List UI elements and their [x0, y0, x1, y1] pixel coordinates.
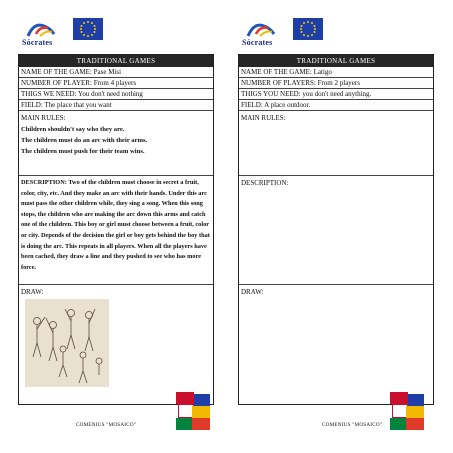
field-row: [239, 100, 433, 111]
game-card-right: [238, 12, 434, 428]
field-label: FIELD:: [241, 101, 263, 109]
things-label: THIGS WE NEED:: [21, 90, 77, 98]
eu-flag-icon: [73, 18, 103, 40]
draw-label: DRAW:: [241, 288, 264, 296]
draw-label: DRAW:: [21, 288, 44, 296]
flags-collage-icon: [176, 392, 212, 432]
things-row: [239, 89, 433, 100]
description-label: DESCRIPTION:: [241, 179, 289, 187]
children-sketch-image: [25, 299, 109, 387]
things-row: [19, 89, 213, 100]
socrates-logo-icon: [24, 20, 64, 40]
logo-header: [238, 12, 434, 54]
game-name-row: [239, 67, 433, 78]
players-row: [239, 78, 433, 89]
eu-flag-icon: [293, 18, 323, 40]
game-name-value: Pase Misi: [93, 68, 122, 76]
socrates-logo-text: Sócrates: [22, 38, 53, 47]
players-value: From 2 players: [317, 79, 360, 87]
rule-item: Children shouldn't say who they are.: [21, 125, 125, 133]
description-label: DESCRIPTION:: [21, 179, 67, 186]
socrates-logo-text: Sócrates: [242, 38, 273, 47]
players-label: NUMBER OF PLAYER:: [21, 79, 92, 87]
things-value: you don't need anything.: [302, 90, 372, 98]
players-value: From 4 players: [93, 79, 137, 87]
players-label: NUMBER OF PLAYERS:: [241, 79, 316, 87]
main-rules-title: MAIN RULES:: [21, 114, 66, 122]
comenius-footer: COMENIUS "MOSAICO": [322, 422, 383, 428]
game-sheet: [18, 54, 214, 405]
players-row: [19, 78, 213, 89]
main-rules-title: MAIN RULES:: [241, 114, 286, 122]
description-section: [19, 176, 213, 285]
game-card-left: [18, 12, 214, 428]
things-label: THIGS YOU NEED:: [241, 90, 301, 98]
game-name-row: [19, 67, 213, 78]
game-name-label: NAME OF THE GAME:: [21, 68, 92, 76]
main-rules-section: [239, 111, 433, 176]
draw-section: [239, 285, 433, 409]
logo-header: [18, 12, 214, 54]
field-value: A place outdoor.: [264, 101, 311, 109]
game-sheet: [238, 54, 434, 405]
sheet-header: TRADITIONAL GAMES: [19, 55, 213, 67]
game-name-value: Latigo: [313, 68, 332, 76]
field-label: FIELD:: [21, 101, 43, 109]
socrates-logo-icon: [244, 20, 284, 40]
rule-item: The children must push for their team wins.: [21, 147, 145, 155]
field-row: [19, 100, 213, 111]
draw-section: [19, 285, 213, 409]
main-rules-section: [19, 111, 213, 176]
comenius-footer: COMENIUS "MOSAICO": [76, 422, 137, 428]
flags-collage-icon: [390, 392, 426, 432]
rule-item: The children must do an arc with their arms.: [21, 136, 148, 144]
things-value: You don't need nothing: [77, 90, 143, 98]
sheet-header: TRADITIONAL GAMES: [239, 55, 433, 67]
field-value: The place that you want: [44, 101, 112, 109]
game-name-label: NAME OF THE GAME:: [241, 68, 312, 76]
description-section: [239, 176, 433, 285]
description-text: Two of the children must choose in secret a fruit, color, city, etc. And they make an arc with their hands. Under this arc must pass the other children while, they sing a song. When this song stops, the children who are making the arc down this arms and catch one of the children. This boy or girl must choose between a fruit, color or city. Depends of the decision the girl or boy gets behind the boy that is doing the arc. This repeats in all players. When all the players have been cached, they draw a line and they pushed to see who has more force.: [21, 179, 210, 271]
